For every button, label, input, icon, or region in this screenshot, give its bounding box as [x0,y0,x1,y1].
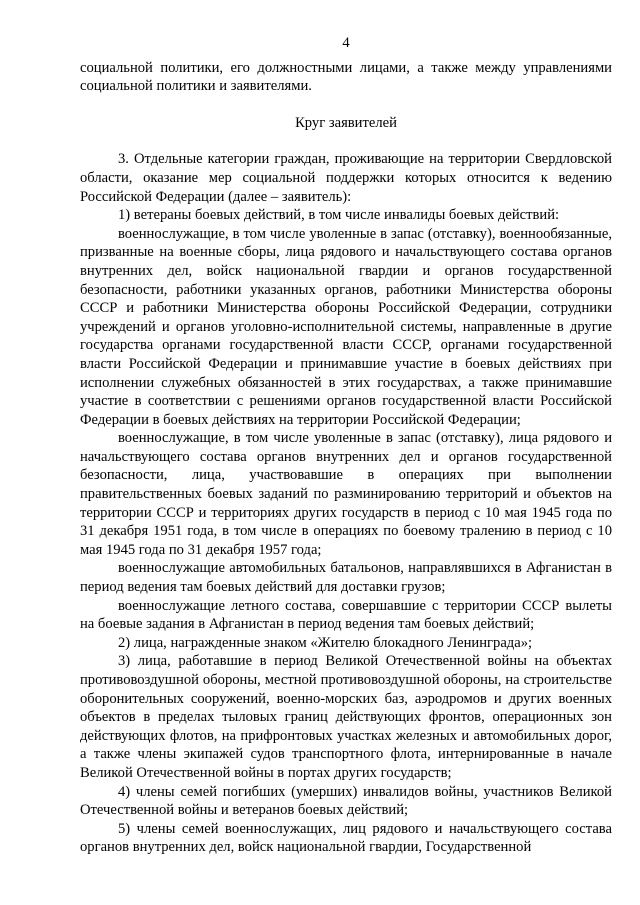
paragraph-item-1: 1) ветераны боевых действий, в том числе инвалиды боевых действий: [118,207,560,224]
paragraph-auto-battalions: военнослужащие автомобильных батальонов, направлявшихся в Афганистан в период ведения там боевых действий для доставки грузов; [80,560,612,596]
paragraph-clause-3: 3. Отдельные категории граждан, проживающие на территории Свердловской области, оказание мер социальной поддержки которых относится к ведению Российской Федерации (далее – заявитель): [80,151,612,205]
paragraph-item-2: 2) лица, награжденные знаком «Жителю блокадного Ленинграда»; [118,634,533,651]
paragraph-continuation: социальной политики, его должностными лицами, а также между управлениями социальной политики и заявителями. [80,59,612,95]
page-number: 4 [342,35,350,51]
paragraph-flight-crew: военнослужащие летного состава, совершавшие с территории СССР вылеты на боевые задания в Афганистан в период ведения там боевых действий; [80,597,612,633]
paragraph-item-5: 5) члены семей военнослужащих, лиц рядового и начальствующего состава органов внутренних дел, войск национальной гвардии, Государственной [80,820,612,856]
paragraph-servicemen: военнослужащие, в том числе уволенные в запас (отставку), военнообязанные, призванные на военные сборы, лица рядового и начальствующего состава органов внутренних дел, войск национальной гвардии и органов государственной безопасности, работники указанных органов, работники Министерства обороны СССР и работники Министерства обороны Российской Федерации, сотрудники учреждений и органов уголовно-исполнительной системы, направленные в другие государства органами государственной власти СССР, органами государственной власти Российской Федерации и принимавшие участие в боевых действиях при исполнении служебных обязанностей в этих государствах, а также принимавшие участие в соответствии с решениями органов государственной власти Российской Федерации в боевых действиях на территории Российской Федерации; [80,225,612,428]
section-heading: Круг заявителей [295,114,397,131]
document-page [80,34,612,857]
paragraph-item-3: 3) лица, работавшие в период Великой Отечественной войны на объектах противовоздушной обороны, местной противовоздушной обороны, на строительстве оборонительных сооружений, военно-морских баз, аэродромов и других военных объектов в пределах тыловых границ действующих фронтов, операционных зон действующих флотов, на прифронтовых участках железных и автомобильных дорог, а также члены экипажей судов транспортного флота, интернированные в начале Великой Отечественной войны в портах других государств; [80,653,612,781]
paragraph-demining: военнослужащие, в том числе уволенные в запас (отставку), лица рядового и начальствующего состава органов внутренних дел и органов государственной безопасности, лица, участвовавшие в операциях при выполнении правительственных боевых заданий по разминированию территорий и объектов на территории СССР и территориях других государств в период с 10 мая 1945 года по 31 декабря 1951 года, в том числе в операциях по боевому тралению в период с 10 мая 1945 года по 31 декабря 1957 года; [80,430,612,558]
paragraph-item-4: 4) члены семей погибших (умерших) инвалидов войны, участников Великой Отечественной войны и ветеранов боевых действий; [80,783,612,819]
